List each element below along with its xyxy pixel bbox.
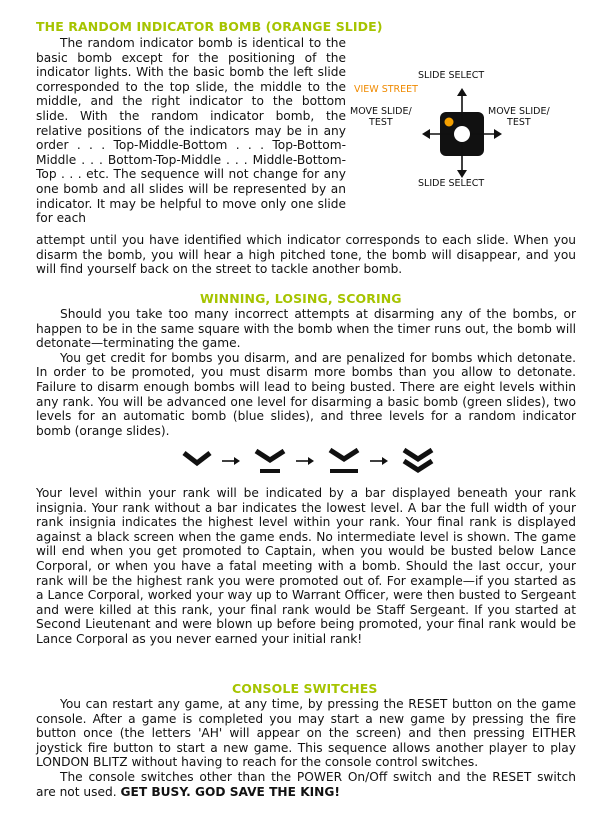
move-slide-left-line1: MOVE SLIDE/ bbox=[350, 106, 412, 117]
random-bomb-intro: The random indicator bomb is identical to the basic bomb except for the positioning of the indicator lights. With the basic bomb the left slide corresponded to the top slide, the middle to the middle, and the right indicator to the bottom slide. With the random indicator bomb, the relative positions of the indicators may be in any order . . . Top-Middle-Bottom . . . Top-Bottom-Middle . . . Bottom-Top-Middle . . . Middle-Bottom-Top . . . etc. The sequence will not change for any one bomb and all slides will be represented by an indicator. It may be helpful to move only one slide for each bbox=[36, 36, 346, 226]
console-paragraph-2-text: The console switches other than the POWER On/Off switch and the RESET switch are not used. bbox=[36, 769, 576, 799]
move-slide-left-label bbox=[350, 106, 412, 128]
console-paragraph-2 bbox=[36, 770, 576, 799]
rank-insignia-icon bbox=[330, 450, 358, 473]
slide-select-top-label: SLIDE SELECT bbox=[418, 70, 485, 81]
rank-insignia-icon bbox=[184, 453, 210, 463]
move-slide-right-line1: MOVE SLIDE/ bbox=[488, 106, 550, 117]
arrow-right-icon bbox=[296, 457, 314, 465]
rank-insignia-icon bbox=[404, 450, 432, 470]
winning-paragraph-1: Should you take too many incorrect attempts at disarming any of the bombs, or happen to be in the same square with the bomb when the timer runs out, the bomb will detonate—terminating the game. bbox=[36, 307, 576, 351]
console-heading: CONSOLE SWITCHES bbox=[232, 681, 378, 696]
move-slide-left-line2: TEST bbox=[369, 117, 393, 128]
random-bomb-heading: THE RANDOM INDICATOR BOMB (ORANGE SLIDE) bbox=[36, 19, 383, 34]
winning-paragraph-3: Your level within your rank will be indicated by a bar displayed beneath your rank insignia. Your rank without a bar indicates the lowest level. A bar the full width of your rank insignia indicates the highest level within your rank. Your final rank is displayed against a black screen when the game ends. No intermediate level is shown. The game will end when you get promoted to Captain, when you would be busted below Lance Corporal, or when you have a fatal meeting with a bomb. Should the last occur, your rank will be the highest rank you were promoted out of. For example—if you started as a Lance Corporal, worked your way up to Warrant Officer, were then busted to Sergeant and were killed at this rank, your final rank would be Staff Sergeant. If you started at Second Lieutenant and were blown up before being promoted, your final rank would be Lance Corporal as you never earned your initial rank! bbox=[36, 486, 576, 646]
winning-heading: WINNING, LOSING, SCORING bbox=[200, 291, 402, 306]
console-section bbox=[36, 697, 576, 799]
arrow-right-icon bbox=[370, 457, 388, 465]
console-paragraph-1: You can restart any game, at any time, by pressing the RESET button on the game console. After a game is completed you may start a new game by pressing the fire button once (the letters 'AH' will appear on the screen) and then pressing EITHER joystick fire button to start a new game. This sequence allows another player to play LONDON BLITZ without having to reach for the console control switches. bbox=[36, 697, 576, 770]
joystick-diagram-icon bbox=[422, 88, 502, 178]
god-save-the-king-text: GET BUSY. GOD SAVE THE KING! bbox=[120, 784, 340, 799]
rank-insignia-icon bbox=[256, 451, 284, 473]
arrow-right-icon bbox=[222, 457, 240, 465]
winning-section bbox=[36, 307, 576, 438]
slide-select-bottom-label: SLIDE SELECT bbox=[418, 178, 485, 189]
winning-paragraph-2: You get credit for bombs you disarm, and are penalized for bombs which detonate. In order to be promoted, you must disarm more bombs than you allow to detonate. Failure to disarm enough bombs will lead to being busted. There are eight levels within any rank. You will be advanced one level for disarming a basic bomb (green slides), two levels for an automatic bomb (blue slides), and three levels for a random indicator bomb (orange slides). bbox=[36, 350, 576, 438]
joystick-diagram bbox=[350, 66, 580, 196]
rank-insignia-row bbox=[178, 447, 448, 479]
random-bomb-continuation: attempt until you have identified which indicator corresponds to each slide. When you disarm the bomb, you will hear a high pitched tone, the bomb will disappear, and you will find yourself back on the street to tackle another bomb. bbox=[36, 233, 576, 277]
view-street-label: VIEW STREET bbox=[354, 84, 418, 95]
move-slide-right-line2: TEST bbox=[507, 117, 531, 128]
